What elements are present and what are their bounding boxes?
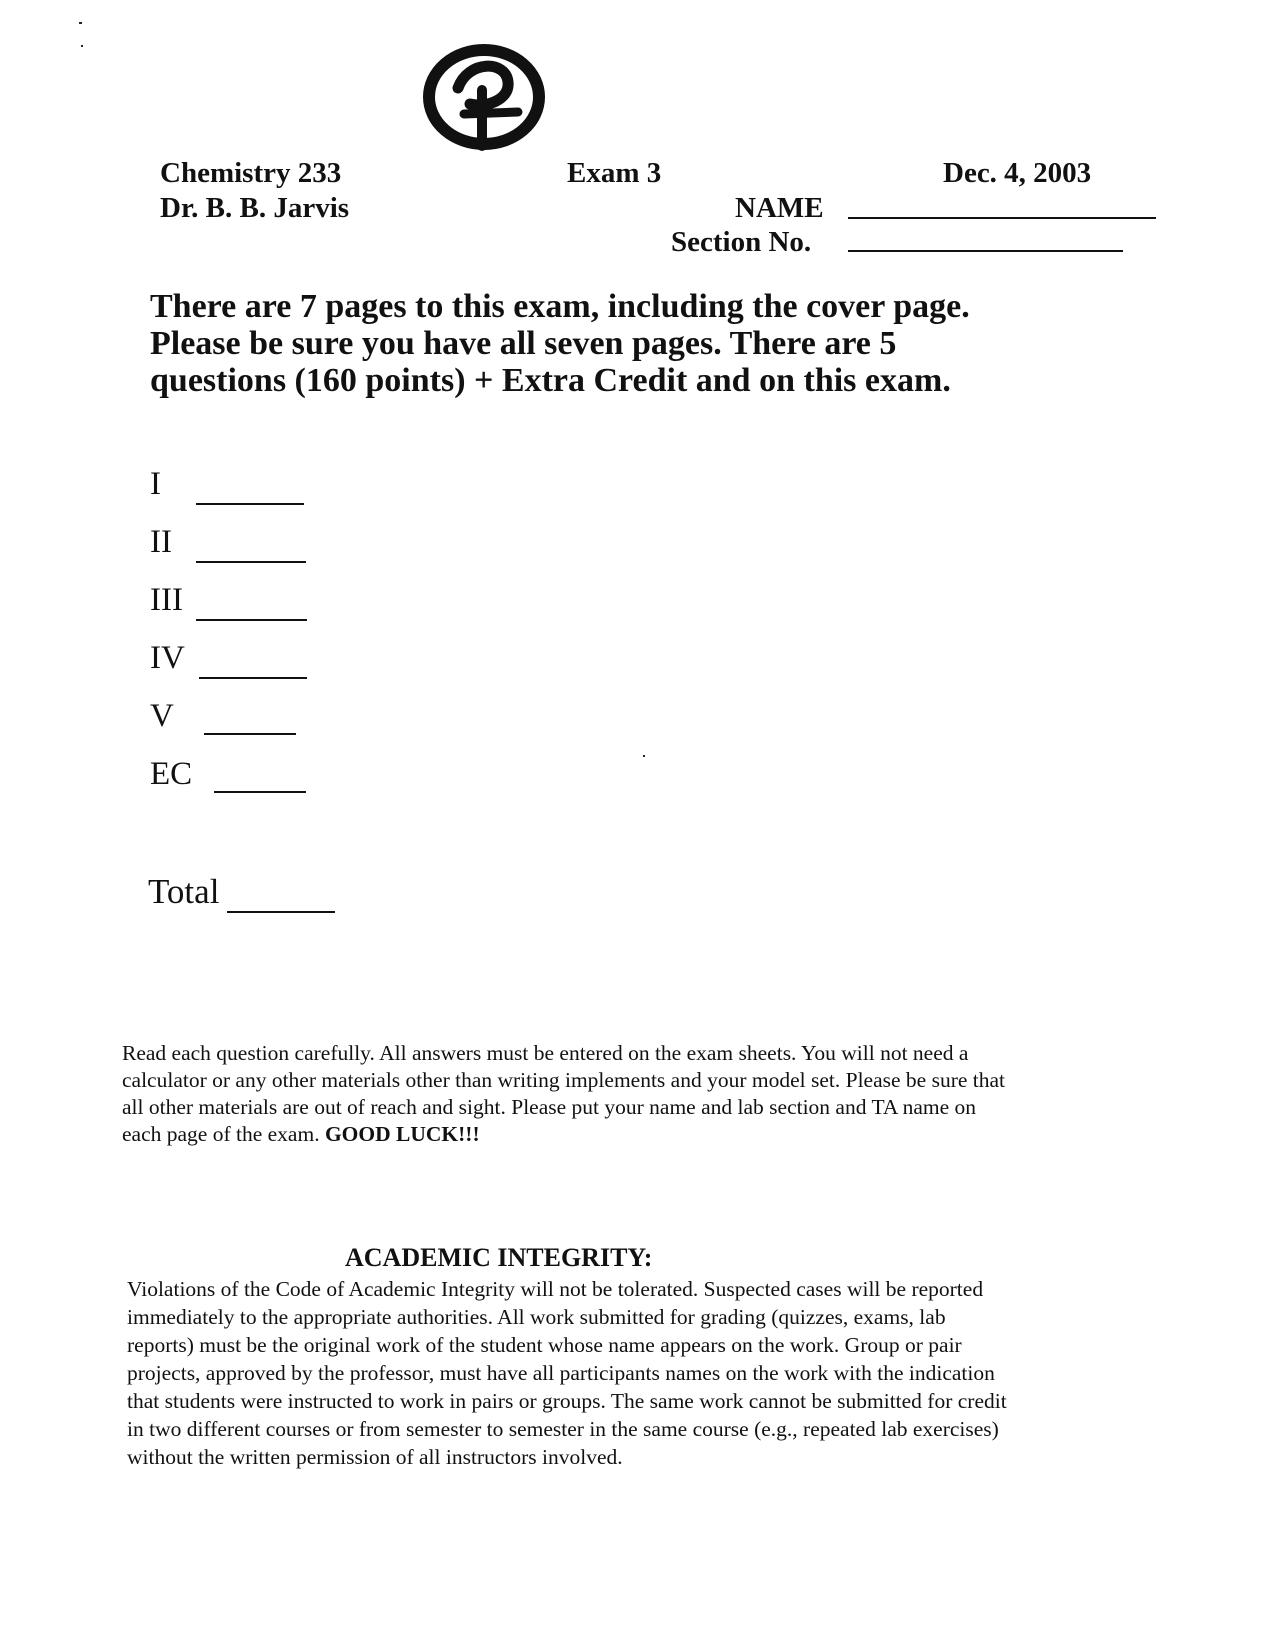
total-line[interactable]: [227, 911, 335, 913]
instructions-line: calculator or any other materials other than writing implements and your model set. Please be sure that: [122, 1068, 1006, 1092]
course-name: Chemistry 233: [160, 157, 342, 189]
intro-line: questions (160 points) + Extra Credit and on this exam.: [150, 362, 951, 399]
instructions-line: [122, 1121, 1162, 1148]
scan-speck: [79, 22, 82, 24]
score-label: II: [150, 524, 172, 560]
score-label: I: [150, 466, 161, 502]
score-line-v[interactable]: [204, 733, 296, 735]
score-line-i[interactable]: [196, 503, 304, 505]
total-label: Total: [148, 872, 220, 911]
score-row-iv: [150, 640, 185, 677]
exam-title: Exam 3: [567, 157, 662, 189]
integrity-line: projects, approved by the professor, must have all participants names on the work with the indication: [127, 1361, 995, 1385]
score-line-iv[interactable]: [199, 677, 307, 679]
intro-line: There are 7 pages to this exam, including the cover page.: [150, 288, 970, 325]
integrity-line: without the written permission of all instructors involved.: [127, 1445, 623, 1469]
integrity-line: reports) must be the original work of the student whose name appears on the work. Group or pair: [127, 1333, 962, 1357]
total-row: [148, 872, 219, 912]
exam-date: Dec. 4, 2003: [943, 157, 1092, 189]
exam-intro: [150, 288, 1150, 399]
academic-integrity-paragraph: [127, 1275, 1162, 1471]
instructions-line: Read each question carefully. All answers must be entered on the exam sheets. You will not need a: [122, 1041, 969, 1065]
name-field-line[interactable]: [848, 217, 1156, 219]
score-row-ii: [150, 524, 172, 561]
section-field-line[interactable]: [848, 250, 1123, 252]
score-line-ii[interactable]: [196, 561, 306, 563]
integrity-line: Violations of the Code of Academic Integrity will not be tolerated. Suspected cases will be reported: [127, 1277, 984, 1301]
section-label: Section No.: [671, 226, 812, 258]
scan-speck: [81, 45, 83, 47]
name-label: NAME: [735, 192, 824, 224]
score-line-iii[interactable]: [196, 619, 307, 621]
integrity-line: immediately to the appropriate authorities. All work submitted for grading (quizzes, exams, lab: [127, 1305, 946, 1329]
score-label: V: [150, 698, 174, 734]
instructions-line: all other materials are out of reach and sight. Please put your name and lab section and TA name on: [122, 1095, 977, 1119]
score-row-iii: [150, 582, 183, 619]
integrity-line: that students were instructed to work in pairs or groups. The same work cannot be submitted for credit: [127, 1389, 1007, 1413]
score-label: III: [150, 582, 183, 618]
instructions-last-text: each page of the exam.: [122, 1122, 320, 1146]
academic-integrity-title: ACADEMIC INTEGRITY:: [345, 1243, 653, 1272]
instructions-paragraph: [122, 1040, 1162, 1148]
instructor-name: Dr. B. B. Jarvis: [160, 192, 350, 224]
score-row-ec: [150, 756, 192, 793]
score-label: IV: [150, 640, 185, 676]
good-luck-text: GOOD LUCK!!!: [324, 1122, 480, 1146]
score-label: EC: [150, 756, 193, 792]
score-row-v: [150, 698, 174, 735]
integrity-line: in two different courses or from semester to semester in the same course (e.g., repeated lab exercises): [127, 1417, 999, 1441]
score-row-i: [150, 466, 161, 503]
score-line-ec[interactable]: [214, 791, 306, 793]
scan-speck: [643, 755, 645, 757]
intro-line: Please be sure you have all seven pages. There are 5: [150, 325, 897, 362]
handwritten-grade-mark: [420, 42, 550, 152]
